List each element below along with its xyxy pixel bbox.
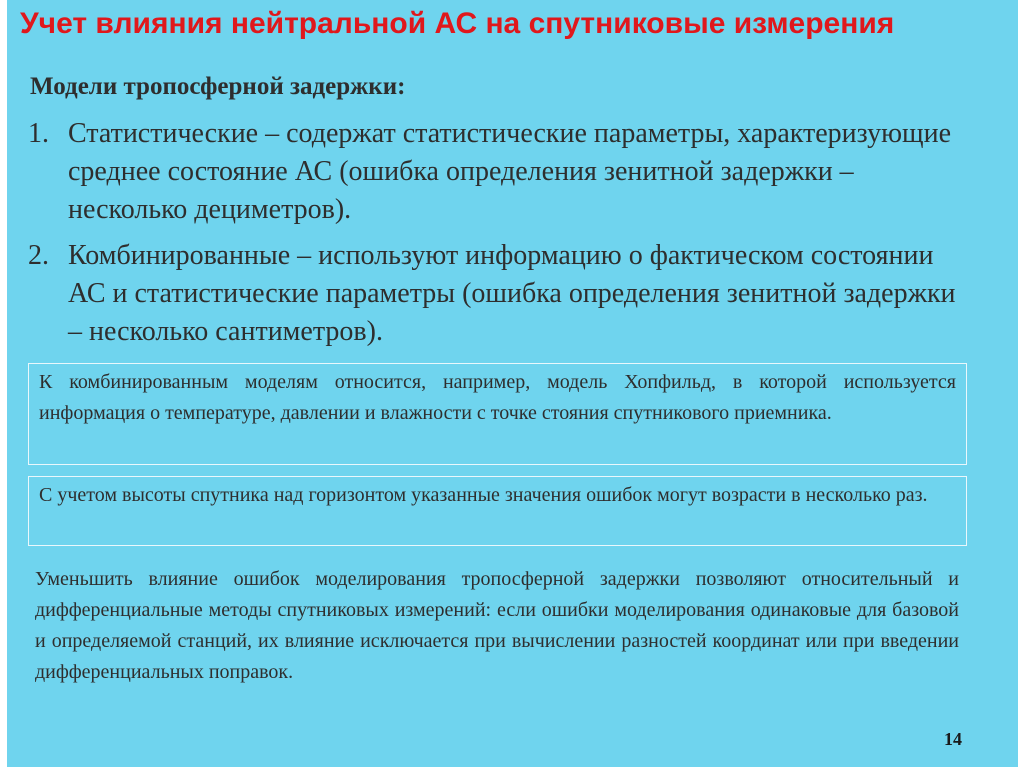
list-item-number: 1. — [28, 118, 49, 149]
slide-title: Учет влияния нейтральной АС на спутниковые измерения — [20, 7, 895, 40]
section-subheading: Модели тропосферной задержки: — [30, 73, 406, 100]
slide — [7, 0, 1018, 767]
page-number: 14 — [944, 729, 962, 749]
note-box-satellite-height — [28, 476, 967, 546]
note-box-text: К комбинированным моделям относится, например, модель Хопфильд, в которой используется информация о температуре, давлении и влажности с точке стояния спутникового приемника. — [39, 371, 956, 424]
list-item-text: Статистические – содержат статистические параметры, характеризующие среднее состояние АС (ошибка определения зенитной задержки – несколько дециметров). — [68, 118, 952, 225]
body-paragraph: Уменьшить влияние ошибок моделирования тропосферной задержки позволяют относительный и дифференциальные методы спутниковых измерений: если ошибки моделирования одинаковые для базовой и определяемой станций, их влияние исключается при вычислении разностей координат или при введении дифференциальных поправок. — [35, 568, 959, 683]
note-box-text: С учетом высоты спутника над горизонтом указанные значения ошибок могут возрасти в несколько раз. — [39, 484, 928, 506]
model-list — [28, 115, 963, 359]
list-item-text: Комбинированные – используют информацию о фактическом состоянии АС и статистические параметры (ошибка определения зенитной задержки – несколько сантиметров). — [68, 240, 956, 347]
note-box-hopfield — [28, 363, 967, 465]
list-item — [28, 237, 963, 351]
list-item — [28, 115, 963, 229]
list-item-number: 2. — [28, 240, 49, 271]
